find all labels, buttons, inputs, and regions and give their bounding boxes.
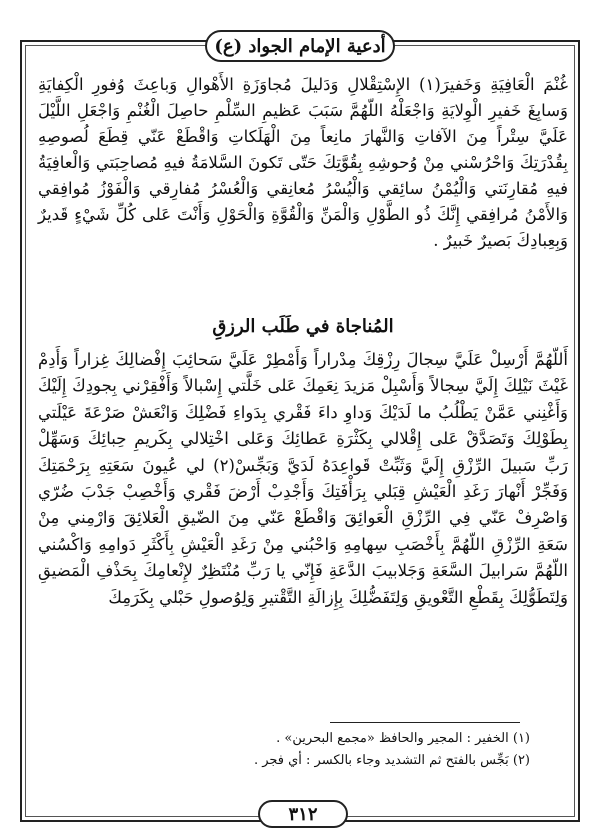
- footnote-2: (٢) بَجِّس بالفتح ثم التشديد وجاء بالكسر : أي فجر .: [253, 753, 530, 768]
- body-paragraph-2: أَللّهُمَّ أَرْسِلْ عَلَيَّ سِجالَ رِزْقِكَ مِدْراراً وَأَمْطِرْ عَلَيَّ سَحائِبَ إِفْضالِكَ غِزاراً وَأَدِمْ غَيْثَ نَيْلِكَ إِلَيَّ سِجالاً وَأَسْبِلْ مَزيدَ نِعَمِكَ عَلى خَلَّتي إِسْبالاً وَأَفْقِرْني بِجودِكَ إِلَيْكَ وَأَغْنِني عَمَّنْ يَطْلُبُ ما لَدَيْكَ وَداوِ داءَ فَقْري بِدَواءِ فَضْلِكَ وَانْعَشْ صَرْعَةَ عَيْلَتي بِطَوْلِكَ وَتَصَدَّقْ عَلى إِقْلالي بِكَثْرَةِ عَطائِكَ وَعَلى اخْتِلالي بِكَريمِ حِبائِكَ وَسَهِّلْ رَبِّ سَبيلَ الرِّزْقِ إِلَيَّ وَثَبِّتْ قَواعِدَهُ لَدَيَّ وَبَجِّسْ(٢) لي عُيونَ سَعَتِهِ بِرَحْمَتِكَ وَفَجِّرْ أَنْهارَ رَغَدِ الْعَيْشِ قِبَلي بِرَأْفَتِكَ وَأَجْدِبْ أَرْضَ فَقْري وَأَخْصِبْ جَدْبَ ضُرّي وَاصْرِفْ عَنّي فِي الرِّزْقِ الْعَوائِقَ وَاقْطَعْ عَنّي مِنَ الضّيقِ الْعَلائِقَ وَارْمِني مِنْ سَعَةِ الرِّزْقِ اللّهُمَّ بِأَخْصَبِ سِهامِهِ وَاحْبُني مِنْ رَغَدِ الْعَيْشِ بِأَكْثَرِ دَوامِهِ وَاكْسُني اللّهُمَّ سَرابيلَ السَّعَةِ وَجَلابيبَ الدَّعَةِ فَإِنّي يا رَبِّ مُنْتَظِرٌ لإِنْعامِكَ بِحَذْفِ الْمَضيقِ وَلِتَطَوُّلِكَ بِقَطْعِ التَّعْويقِ وَلِتَفَضُّلِكَ بِإِزالَةِ التَّقْتيرِ وَلِوُصولِ حَبْلي بِكَرَمِكَ: [38, 350, 568, 607]
- footnotes: [200, 728, 530, 772]
- footnote-1: (١) الخفير : المجير والحافظ «مجمع البحرين» .: [276, 731, 530, 746]
- body-paragraph-1: غُنْمَ الْعَافِيَةِ وَخَفيرَ(١) الإِسْتِقْلالِ وَدَليلَ مُجاوَزَةِ الأَهْوالِ وَباعِثَ وُفورِ الْكِفايَةِ وَسابِغَ خَفيرِ الْوِلايَةِ وَاجْعَلْهُ اللّهُمَّ سَبَبَ عَظيمِ السِّلْمِ حاصِلَ الْغُنْمِ وَاجْعَلِ اللَّيْلَ عَلَيَّ سِتْراً مِنَ الآفاتِ وَالنَّهارَ مانِعاً مِنَ الْهَلَكاتِ وَاقْطَعْ عَنّي قِطَعَ لُصوصِهِ بِقُدْرَتِكَ وَاحْرُسْني مِنْ وُحوشِهِ بِقُوَّتِكَ حَتّى تَكونَ السَّلامَةُ فيهِ مُصاحِبَتي وَالْعافِيَةُ فيهِ مُقارِنَتي وَالْيُمْنُ سائِقي وَالْيُسْرُ مُعانِقي وَالْعُسْرُ مُفارِقي وَالْفَوْزُ مُوافِقي وَالأَمْنُ مُرافِقي إِنَّكَ ذُو الطَّوْلِ وَالْمَنِّ وَالْقُوَّةِ وَالْحَوْلِ وَأَنْتَ عَلى كُلِّ شَيْءٍ قَديرٌ وَبِعِبادِكَ بَصيرٌ خَبيرٌ .: [38, 75, 568, 250]
- running-header: [205, 30, 395, 62]
- footnote-separator: [330, 722, 520, 723]
- page-number-badge: [258, 800, 348, 828]
- section-heading: المُناجاة في طَلَب الرزقِ: [212, 316, 394, 337]
- page-number: ٣١٢: [288, 803, 318, 825]
- running-header-title: أدعية الإمام الجواد (ع): [214, 35, 386, 57]
